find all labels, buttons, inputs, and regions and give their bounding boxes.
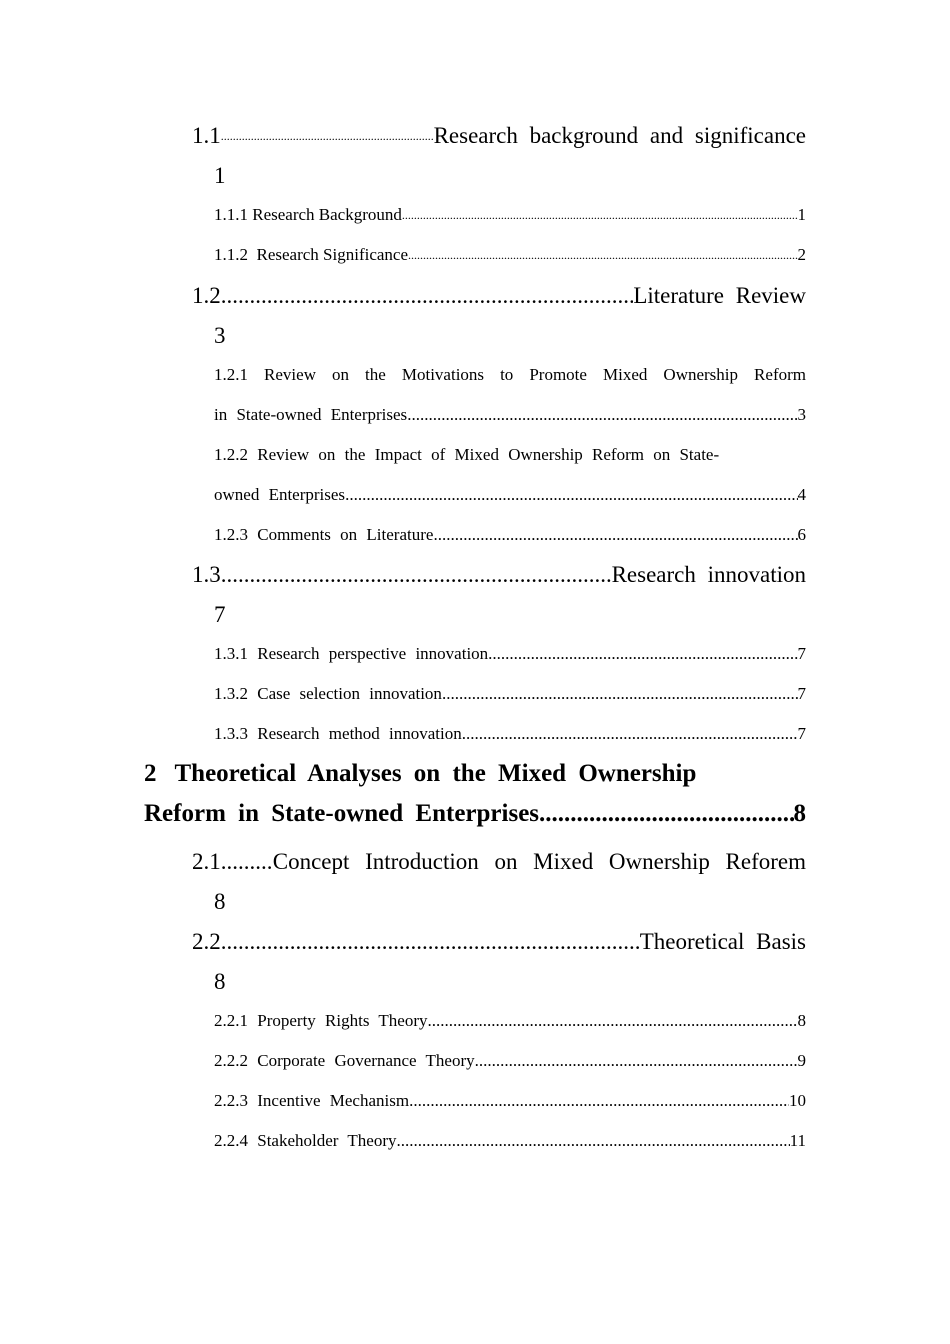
dot-leader: [221, 281, 634, 311]
dot-leader: [221, 560, 612, 590]
toc-entry-title: in State-owned Enterprises: [214, 405, 408, 424]
toc-chapter-title: Theoretical Analyses on the Mixed Ownership: [174, 760, 697, 787]
toc-entry-title: Research innovation: [611, 562, 806, 587]
toc-entry-page: 1: [214, 163, 226, 188]
toc-entry-2-2-3[interactable]: [214, 1089, 806, 1113]
toc-entry-1-2-2-line1[interactable]: 1.2.2 Review on the Impact of Mixed Ownership Reform on State-: [214, 445, 720, 464]
toc-entry-1-3-1[interactable]: [214, 642, 806, 666]
toc-entry-title: owned Enterprises: [214, 485, 346, 504]
toc-entry-title: 1.3.2 Case selection innovation: [214, 684, 442, 703]
toc-entry-1-1[interactable]: [192, 121, 806, 151]
toc-chapter-number: 2: [144, 760, 157, 787]
toc-entry-1-2-2[interactable]: [214, 483, 806, 507]
toc-entry-page: 7: [797, 684, 806, 703]
toc-entry-number: 2.1: [192, 849, 221, 874]
toc-entry-1-1-2[interactable]: [214, 243, 806, 267]
toc-entry-page: 10: [789, 1091, 806, 1110]
dot-leader: [396, 1129, 789, 1153]
toc-entry-title: Literature Review: [633, 283, 806, 308]
toc-entry-2-2[interactable]: [192, 927, 806, 957]
toc-entry-title: 1.3.3 Research method innovation: [214, 724, 462, 743]
toc-entry-1-2-1-line1[interactable]: 1.2.1 Review on the Motivations to Promote Mixed Ownership Reform: [214, 365, 806, 384]
toc-entry-2-2-4[interactable]: [214, 1129, 806, 1153]
toc-entry-page: 7: [797, 724, 806, 743]
toc-entry-title: 1.3.1 Research perspective innovation: [214, 644, 489, 663]
toc-entry-page: 8: [797, 1011, 806, 1030]
toc-entry-2-2-2[interactable]: [214, 1049, 806, 1073]
dot-leader: [442, 682, 798, 706]
toc-entry-page: 4: [797, 485, 806, 504]
toc-entry-page: 2: [797, 245, 806, 264]
dot-leader: [345, 483, 797, 507]
toc-entry-title: Research background and significance: [433, 123, 806, 148]
toc-entry-1-2-3[interactable]: [214, 523, 806, 547]
toc-entry-number: 2.2: [192, 929, 221, 954]
toc-chapter-2[interactable]: [144, 798, 806, 830]
toc-entry-page: 7: [214, 602, 226, 627]
toc-entry-title: 2.2.2 Corporate Governance Theory: [214, 1051, 475, 1070]
dot-leader: [462, 722, 798, 746]
toc-entry-page: 11: [789, 1131, 806, 1150]
toc-entry-title: 2.2.1 Property Rights Theory: [214, 1011, 428, 1030]
toc-entry-page: 3: [797, 405, 806, 424]
toc-entry-page: 9: [797, 1051, 806, 1070]
toc-chapter-2-line1[interactable]: [144, 758, 696, 790]
dot-leader: [221, 847, 273, 877]
toc-entry-1-1-1[interactable]: [214, 203, 806, 227]
dot-leader: [407, 403, 797, 427]
dot-leader: [539, 798, 793, 830]
toc-entry-title: 2.2.4 Stakeholder Theory: [214, 1131, 397, 1150]
toc-entry-page: 6: [797, 525, 806, 544]
toc-entry-1-3-2[interactable]: [214, 682, 806, 706]
dot-leader: [408, 243, 797, 267]
toc-entry-title: 1.1.1 Research Background: [214, 205, 402, 224]
toc-entry-number: 1.2: [192, 283, 221, 308]
toc-entry-1-2-1[interactable]: [214, 403, 806, 427]
dot-leader: [433, 523, 797, 547]
toc-entry-page: 1: [797, 205, 806, 224]
toc-entry-title: Theoretical Basis: [639, 929, 806, 954]
toc-entry-number: 1.3: [192, 562, 221, 587]
toc-chapter-title: Reform in State-owned Enterprises: [144, 800, 540, 827]
dot-leader: [402, 203, 798, 227]
toc-entry-title: 2.2.3 Incentive Mechanism: [214, 1091, 410, 1110]
toc-entry-page: 7: [797, 644, 806, 663]
toc-entry-page: 8: [214, 889, 226, 914]
toc-entry-title: 1.2.3 Comments on Literature: [214, 525, 434, 544]
dot-leader: [475, 1049, 798, 1073]
toc-entry-page: 8: [214, 969, 226, 994]
toc-entry-1-2[interactable]: [192, 281, 806, 311]
toc-chapter-page: 8: [793, 800, 806, 827]
toc-entry-title: Concept Introduction on Mixed Ownership Reforem: [272, 849, 806, 874]
toc-entry-2-1[interactable]: [192, 847, 806, 877]
dot-leader: [488, 642, 797, 666]
toc-entry-1-3[interactable]: [192, 560, 806, 590]
dot-leader: [427, 1009, 797, 1033]
dot-leader: [409, 1089, 789, 1113]
toc-entry-1-3-3[interactable]: [214, 722, 806, 746]
dot-leader: [221, 121, 434, 151]
toc-entry-page: 3: [214, 323, 226, 348]
toc-entry-number: 1.1: [192, 123, 221, 148]
toc-entry-title: 1.1.2 Research Significance: [214, 245, 409, 264]
toc-entry-2-2-1[interactable]: [214, 1009, 806, 1033]
dot-leader: [221, 927, 640, 957]
